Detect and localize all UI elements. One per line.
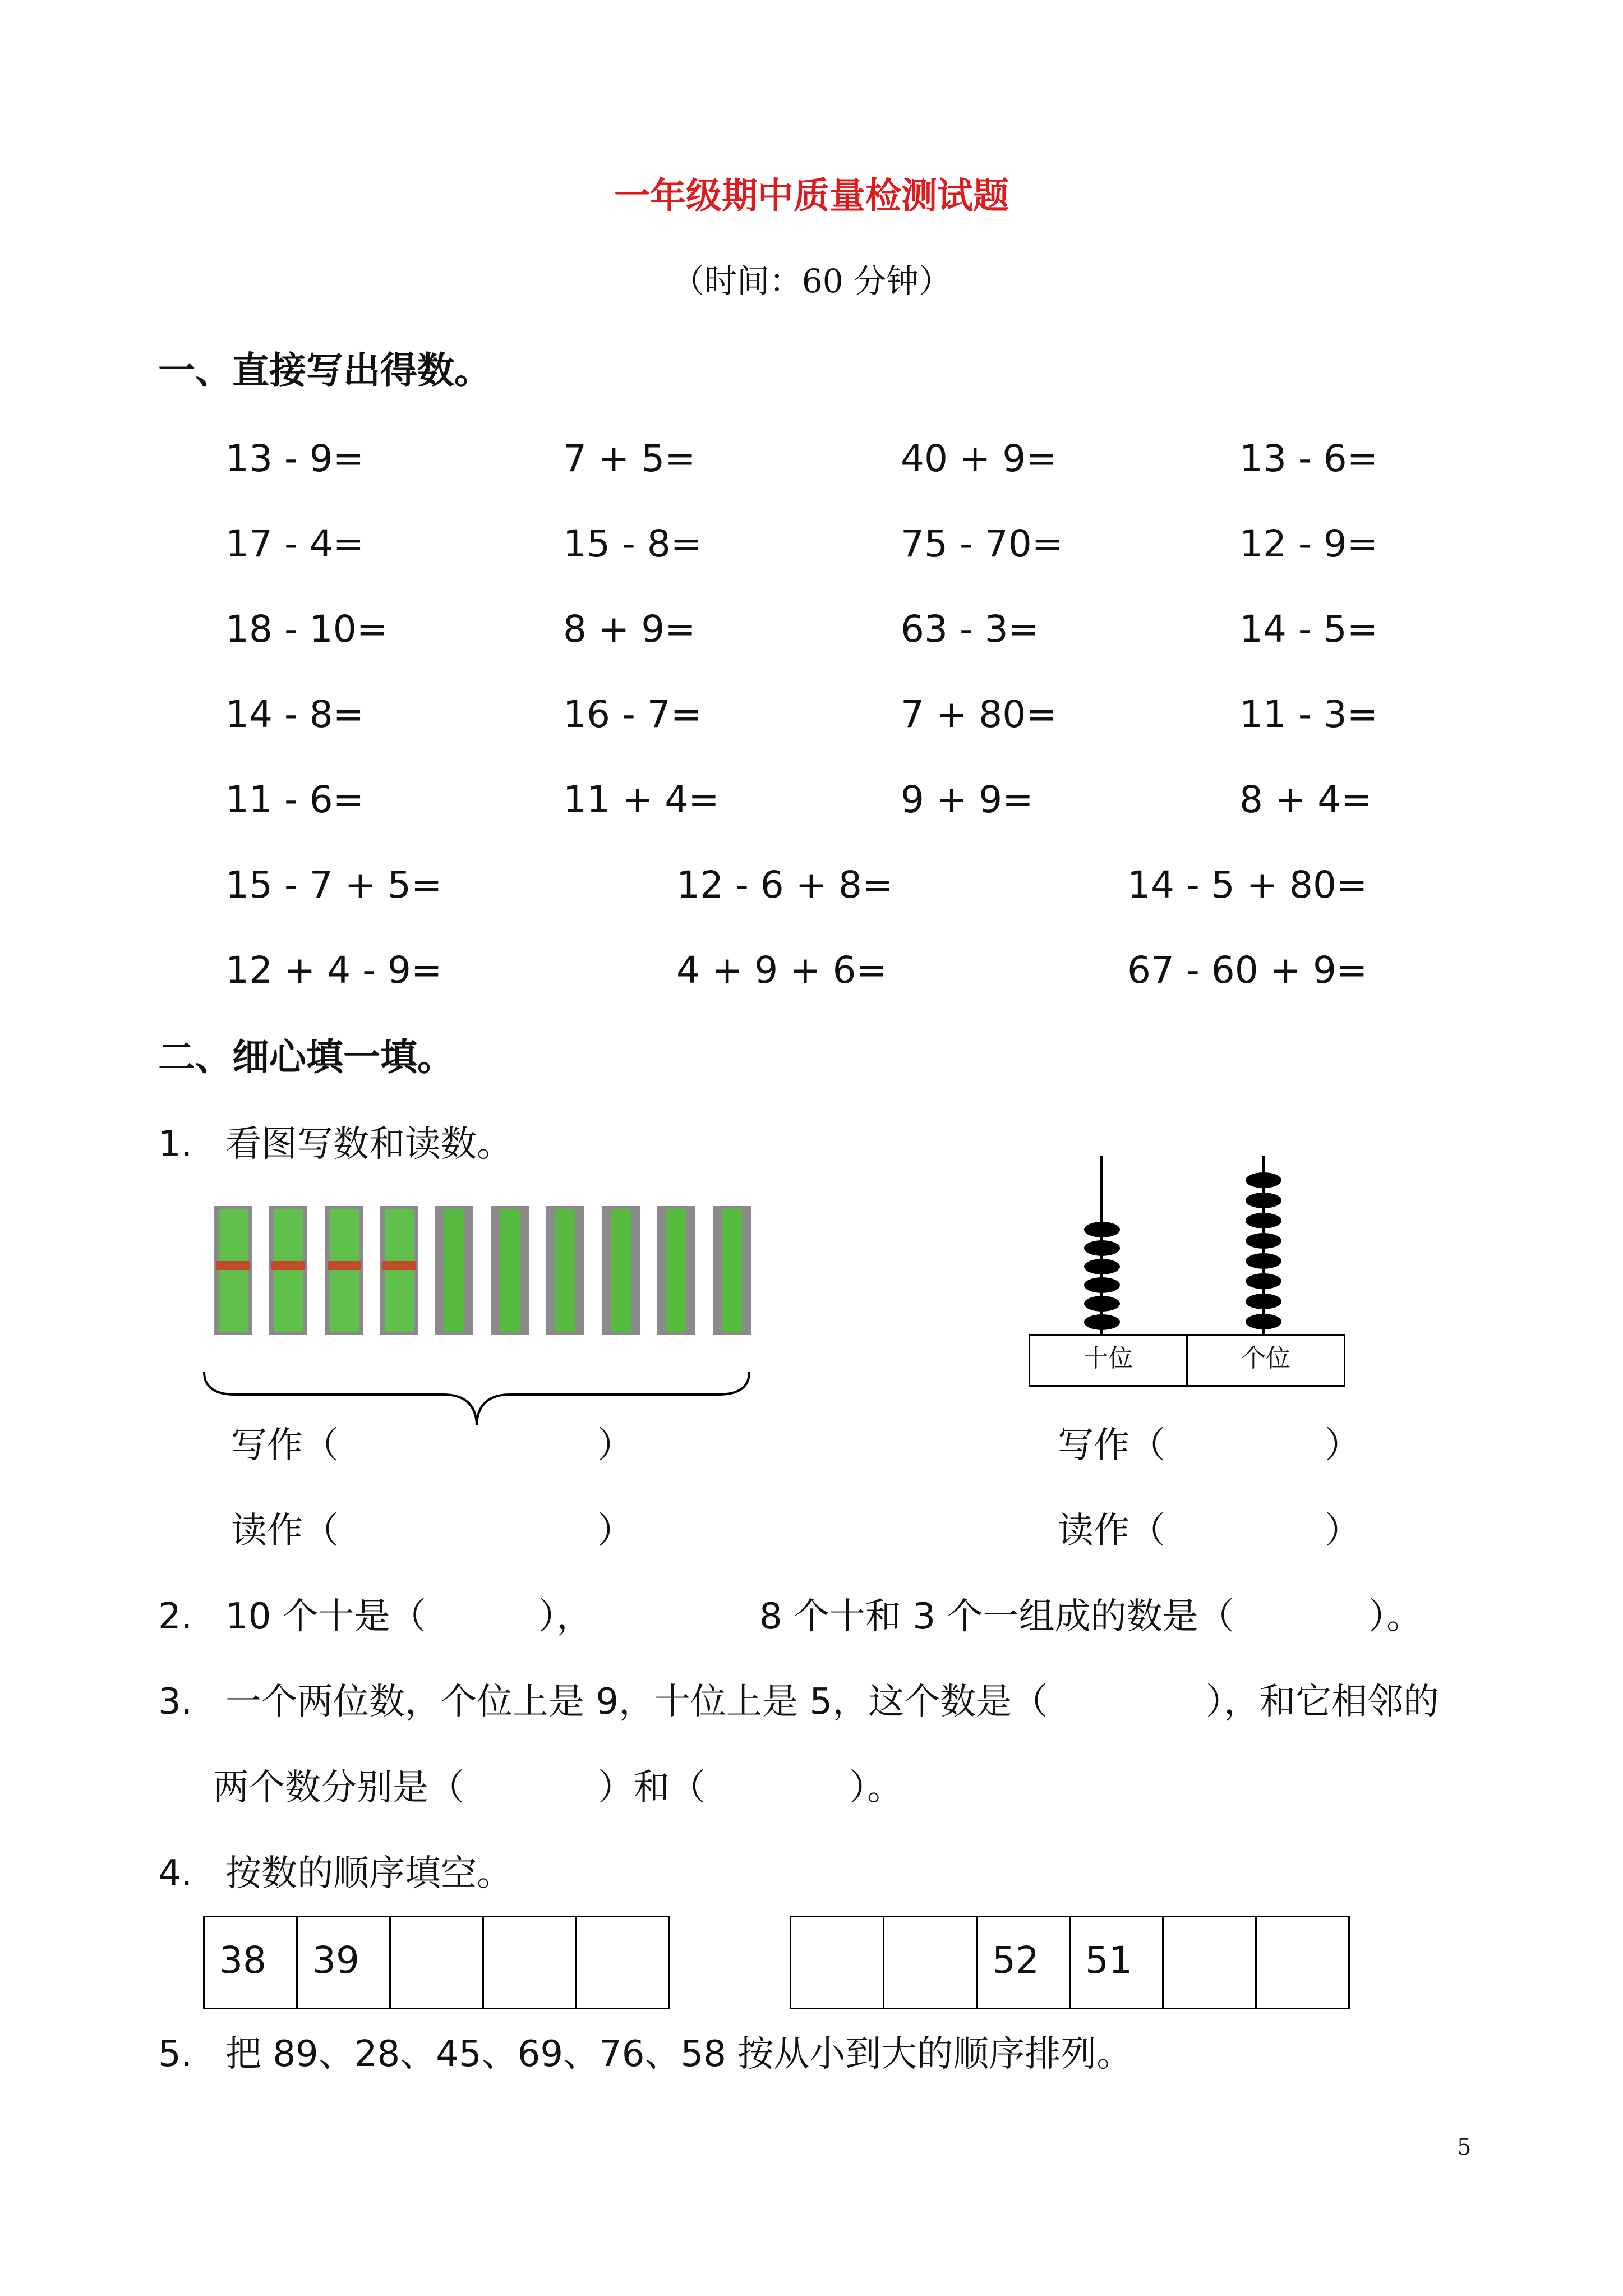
- stick-bundle: [214, 1206, 252, 1335]
- equation: 15 - 8=: [563, 522, 702, 565]
- stick-bundle: [380, 1206, 418, 1335]
- question-number: 4.: [158, 1853, 193, 1894]
- equation: 7 + 80=: [901, 693, 1057, 736]
- q2-part2: 8 个十和 3 个一组成的数是（: [759, 1596, 1234, 1637]
- sequence-cell-blank[interactable]: [883, 1916, 978, 2009]
- q3-line1b: ），和它相邻的: [1206, 1681, 1439, 1723]
- equation: 14 - 8=: [225, 693, 365, 736]
- curly-brace: [202, 1369, 751, 1430]
- single-stick: [546, 1206, 584, 1335]
- q3-line2b: ）和（: [598, 1767, 706, 1809]
- sequence-cell-blank[interactable]: [482, 1916, 577, 2009]
- q2-part1-end: ），: [538, 1596, 592, 1637]
- equation: 14 - 5 + 80=: [1127, 863, 1368, 907]
- sequence-cell-blank[interactable]: [389, 1916, 484, 2009]
- read-label-right: 读作（: [1058, 1510, 1165, 1552]
- equation: 18 - 10=: [225, 608, 388, 651]
- equation: 11 - 6=: [225, 778, 365, 821]
- sequence-cell: 51: [1069, 1916, 1164, 2009]
- q3-line2a: 两个数分别是（: [213, 1767, 464, 1809]
- question-number: 2.: [158, 1596, 193, 1637]
- time-limit: （时间：60 分钟）: [671, 262, 952, 300]
- equation: 63 - 3=: [901, 608, 1040, 651]
- sequence-cell: 38: [203, 1916, 298, 2009]
- question-number: 1.: [158, 1124, 193, 1165]
- equation: 9 + 9=: [901, 778, 1034, 821]
- q2-part2-end: ）。: [1368, 1596, 1422, 1637]
- page-number: 5: [1457, 2134, 1472, 2160]
- stick-bundle: [269, 1206, 307, 1335]
- section-2-heading: 二、细心填一填。: [158, 1036, 454, 1079]
- equation: 14 - 5=: [1239, 608, 1378, 651]
- sequence-cell-blank[interactable]: [1255, 1916, 1350, 2009]
- equation: 11 - 3=: [1239, 693, 1378, 736]
- single-stick: [657, 1206, 695, 1335]
- close-paren: ）: [597, 1425, 633, 1466]
- equation: 40 + 9=: [901, 437, 1057, 480]
- q3-line1a: 一个两位数，个位上是 9，十位上是 5，这个数是（: [225, 1681, 1048, 1723]
- equation: 15 - 7 + 5=: [225, 863, 442, 907]
- close-paren: ）: [1325, 1510, 1361, 1552]
- sequence-cell-blank[interactable]: [1162, 1916, 1257, 2009]
- equation: 11 + 4=: [563, 778, 720, 821]
- q3-line2c: ）。: [849, 1767, 903, 1809]
- equation: 75 - 70=: [901, 522, 1063, 565]
- equation: 13 - 6=: [1239, 437, 1378, 480]
- sequence-cell-blank[interactable]: [790, 1916, 884, 2009]
- equation: 12 - 6 + 8=: [676, 863, 893, 907]
- stick-bundle: [325, 1206, 363, 1335]
- equation: 12 - 9=: [1239, 522, 1378, 565]
- read-label-left: 读作（: [231, 1510, 339, 1552]
- close-paren: ）: [597, 1510, 633, 1552]
- equation: 17 - 4=: [225, 522, 365, 565]
- question-number: 5.: [158, 2033, 193, 2075]
- write-label-left: 写作（: [231, 1425, 339, 1466]
- q2-part1: 10 个十是（: [225, 1596, 426, 1637]
- equation: 8 + 4=: [1239, 778, 1372, 821]
- write-label-right: 写作（: [1058, 1425, 1165, 1466]
- equation: 12 + 4 - 9=: [225, 949, 442, 992]
- question-text: 把 89、28、45、69、76、58 按从小到大的顺序排列。: [225, 2033, 1133, 2075]
- close-paren: ）: [1325, 1425, 1361, 1466]
- equation: 13 - 9=: [225, 437, 365, 480]
- sequence-cell: 39: [296, 1916, 391, 2009]
- equation: 4 + 9 + 6=: [676, 949, 887, 992]
- single-stick: [491, 1206, 529, 1335]
- single-stick: [435, 1206, 473, 1335]
- sequence-cell: 52: [976, 1916, 1071, 2009]
- question-number: 3.: [158, 1681, 193, 1723]
- question-text: 看图写数和读数。: [225, 1124, 513, 1165]
- equation: 67 - 60 + 9=: [1127, 949, 1368, 992]
- equation: 16 - 7=: [563, 693, 702, 736]
- section-1-heading: 一、直接写出得数。: [158, 349, 491, 392]
- single-stick: [713, 1206, 751, 1335]
- sequence-cell-blank[interactable]: [575, 1916, 670, 2009]
- ones-place-label: 个位: [1186, 1334, 1345, 1387]
- equation: 8 + 9=: [563, 608, 696, 651]
- question-text: 按数的顺序填空。: [225, 1853, 513, 1894]
- page-title: 一年级期中质量检测试题: [614, 175, 1009, 217]
- tens-place-label: 十位: [1029, 1334, 1188, 1387]
- single-stick: [602, 1206, 640, 1335]
- equation: 7 + 5=: [563, 437, 696, 480]
